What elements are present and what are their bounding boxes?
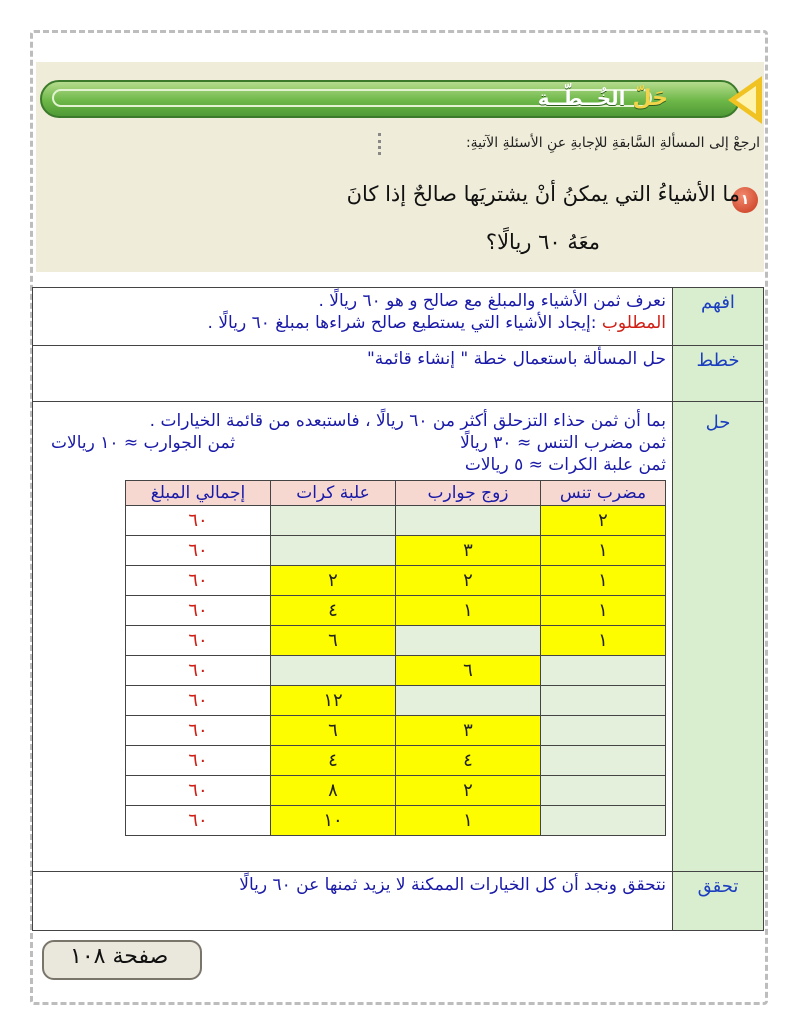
options-row [126,596,666,626]
cell-racket [541,776,666,806]
cell-socks: ٢ [396,776,541,806]
cell-socks [396,686,541,716]
cell-socks: ١ [396,806,541,836]
options-row [126,566,666,596]
cell-total: ٦٠ [126,656,271,686]
cell-balls: ٢ [271,566,396,596]
question-line-2: معَهُ ٦٠ ريالًا؟ [485,230,600,254]
label-understand: افهم [673,288,764,346]
cell-socks: ١ [396,596,541,626]
solve-line-3: ثمن علبة الكرات ≈ ٥ ريالات [464,455,666,475]
label-check: تحقق [673,872,764,931]
label-plan: خطط [673,346,764,402]
cell-socks [396,626,541,656]
solve-line-2 [39,432,666,454]
required-label: المطلوب [601,313,666,333]
content-solve [33,402,673,872]
cell-total: ٦٠ [126,536,271,566]
cell-balls: ٦ [271,626,396,656]
cell-racket: ١ [541,566,666,596]
check-line-1: نتحقق ونجد أن كل الخيارات الممكنة لا يزيد ثمنها عن ٦٠ ريالًا [239,875,666,895]
section-title-rest: الخُــطّــة [537,86,626,110]
header-socks: زوج جوارب [396,481,541,506]
cell-total: ٦٠ [126,626,271,656]
options-row [126,506,666,536]
label-solve: حل [673,402,764,872]
content-understand [33,288,673,346]
cell-racket [541,716,666,746]
row-check [33,872,764,931]
cell-socks: ٣ [396,536,541,566]
content-plan [33,346,673,402]
cell-balls [271,536,396,566]
options-row [126,686,666,716]
cell-total: ٦٠ [126,716,271,746]
options-row [126,746,666,776]
cell-balls: ٨ [271,776,396,806]
header-total: إجمالي المبلغ [126,481,271,506]
cell-balls [271,656,396,686]
cell-total: ٦٠ [126,776,271,806]
cell-balls: ١٠ [271,806,396,836]
content-check [33,872,673,931]
cell-balls [271,506,396,536]
cell-total: ٦٠ [126,506,271,536]
cell-racket: ١ [541,596,666,626]
cell-balls: ١٢ [271,686,396,716]
arrow-icon-highlight [736,86,756,114]
cell-total: ٦٠ [126,746,271,776]
cell-balls: ٤ [271,746,396,776]
options-row [126,716,666,746]
options-row [126,626,666,656]
solution-table [32,287,764,931]
cell-balls: ٤ [271,596,396,626]
cell-socks: ٦ [396,656,541,686]
section-title-bar [40,80,740,118]
cell-socks [396,506,541,536]
cell-racket: ١ [541,536,666,566]
cell-total: ٦٠ [126,566,271,596]
cell-total: ٦٠ [126,806,271,836]
section-title-main: حَلّ [632,86,668,111]
cell-racket: ١ [541,626,666,656]
row-understand [33,288,764,346]
cell-total: ٦٠ [126,686,271,716]
cell-racket [541,746,666,776]
cell-balls: ٦ [271,716,396,746]
understand-line-1: نعرف ثمن الأشياء والمبلغ مع صالح و هو ٦٠ ريالًا . [318,291,666,311]
header-balls: علبة كرات [271,481,396,506]
options-row [126,806,666,836]
page-number: صفحة ١٠٨ [70,944,169,969]
cell-socks: ٢ [396,566,541,596]
row-plan [33,346,764,402]
plan-line-1: حل المسألة باستعمال خطة " إنشاء قائمة" [366,349,666,369]
required-text: :إيجاد الأشياء التي يستطيع صالح شراءها بمبلغ ٦٠ ريالًا . [207,313,597,333]
row-solve [33,402,764,872]
racket-price: ثمن مضرب التنس ≈ ٣٠ ريالًا [460,433,666,453]
cell-racket [541,656,666,686]
dotted-divider [378,133,381,155]
cell-socks: ٣ [396,716,541,746]
socks-price: ثمن الجوارب ≈ ١٠ ريالات [51,433,236,453]
cell-racket: ٢ [541,506,666,536]
header-racket: مضرب تنس [541,481,666,506]
options-row [126,776,666,806]
section-title [538,86,668,111]
question-number-badge: ١ [732,187,758,213]
options-table [125,480,666,836]
solve-line-1: بما أن ثمن حذاء التزحلق أكثر من ٦٠ ريالًا ، فاستبعده من قائمة الخيارات . [149,411,666,431]
cell-socks: ٤ [396,746,541,776]
options-row [126,536,666,566]
cell-total: ٦٠ [126,596,271,626]
question-line-1: ما الأشياءُ التي يمكنُ أنْ يشتريَها صالحٌ إذا كانَ [346,182,740,206]
options-row [126,656,666,686]
options-header-row [126,481,666,506]
intro-text: ارجعْ إلى المسألةِ السَّابقةِ للإجابةِ عنِ الأسئلةِ الآتيةِ: [465,135,760,151]
understand-line-2 [39,312,666,334]
cell-racket [541,686,666,716]
cell-racket [541,806,666,836]
